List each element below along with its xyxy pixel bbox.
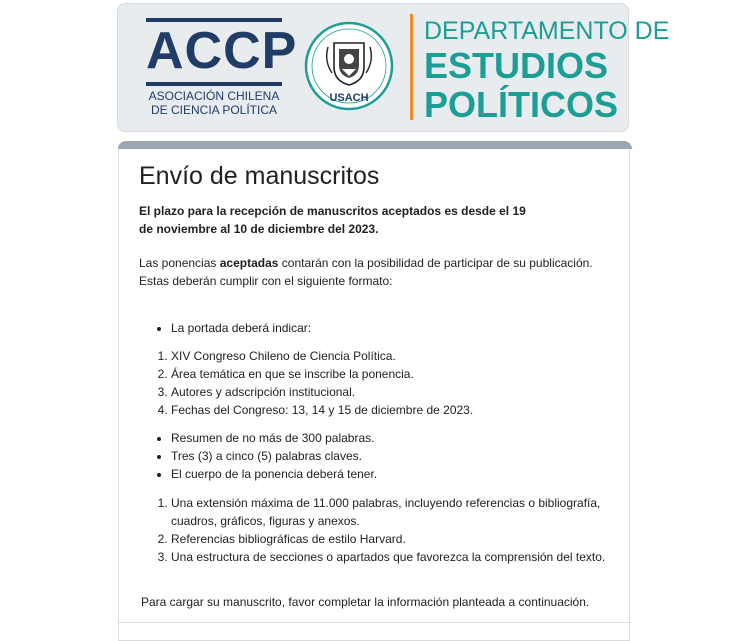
form-title: Envío de manuscritos xyxy=(139,162,380,190)
department-line2: ESTUDIOS xyxy=(424,45,609,86)
accp-subtitle-line2: DE CIENCIA POLÍTICA xyxy=(150,103,278,117)
body-items-list xyxy=(139,494,611,566)
section-divider xyxy=(119,622,631,623)
intro-before: Las ponencias xyxy=(139,256,220,270)
department-line1: DEPARTAMENTO DE xyxy=(424,17,670,45)
department-logo xyxy=(424,16,670,125)
list-item: 2. Área temática en que se inscribe la ponencia. xyxy=(171,365,611,383)
list-item: 2. Referencias bibliográficas de estilo Harvard. xyxy=(171,530,611,548)
footer-note: Para cargar su manuscrito, favor completar la información planteada a continuación. xyxy=(141,595,590,609)
middle-bullet-list xyxy=(139,429,611,483)
accp-logo xyxy=(146,18,298,118)
intro-text xyxy=(139,254,609,290)
cover-bullet-list xyxy=(139,319,611,337)
form-card xyxy=(118,141,630,641)
card-top-accent xyxy=(118,141,632,149)
deadline-line1: El plazo para la recepción de manuscritos aceptados es desde el 19 xyxy=(139,204,526,218)
usach-label: USACH xyxy=(329,92,369,104)
header-banner xyxy=(117,3,670,132)
list-item: 3. Una estructura de secciones o apartados que favorezca la comprensión del texto. xyxy=(171,548,611,566)
deadline-text xyxy=(139,202,609,238)
list-item: 1. Una extensión máxima de 11.000 palabras, incluyendo referencias o bibliografía, cuadros, gráficos, figuras y anexos. xyxy=(171,494,611,530)
department-line3: POLÍTICOS xyxy=(424,84,619,125)
deadline-line2: de noviembre al 10 de diciembre del 2023. xyxy=(139,222,379,236)
intro-bold: aceptadas xyxy=(219,256,279,270)
list-item: 1. XIV Congreso Chileno de Ciencia Política. xyxy=(171,347,611,365)
cover-items-list xyxy=(139,347,611,419)
list-item: 4. Fechas del Congreso: 13, 14 y 15 de diciembre de 2023. xyxy=(171,401,611,419)
intro-after: contarán con la posibilidad de participar de su publicación. xyxy=(278,256,593,270)
intro-line1 xyxy=(139,254,609,272)
list-item: • Resumen de no más de 300 palabras. xyxy=(171,429,611,447)
accp-mid-rule xyxy=(146,82,282,86)
list-item: 3. Autores y adscripción institucional. xyxy=(171,383,611,401)
list-item: • La portada deberá indicar: xyxy=(171,319,611,337)
intro-line2: Estas deberán cumplir con el siguiente formato: xyxy=(139,274,393,288)
list-item: • El cuerpo de la ponencia deberá tener. xyxy=(171,465,611,483)
accp-acronym: ACCP xyxy=(146,22,298,80)
usach-seal xyxy=(304,21,394,111)
orange-divider xyxy=(410,14,413,120)
list-item: • Tres (3) a cinco (5) palabras claves. xyxy=(171,447,611,465)
accp-subtitle-line1: ASOCIACIÓN CHILENA xyxy=(148,89,280,103)
